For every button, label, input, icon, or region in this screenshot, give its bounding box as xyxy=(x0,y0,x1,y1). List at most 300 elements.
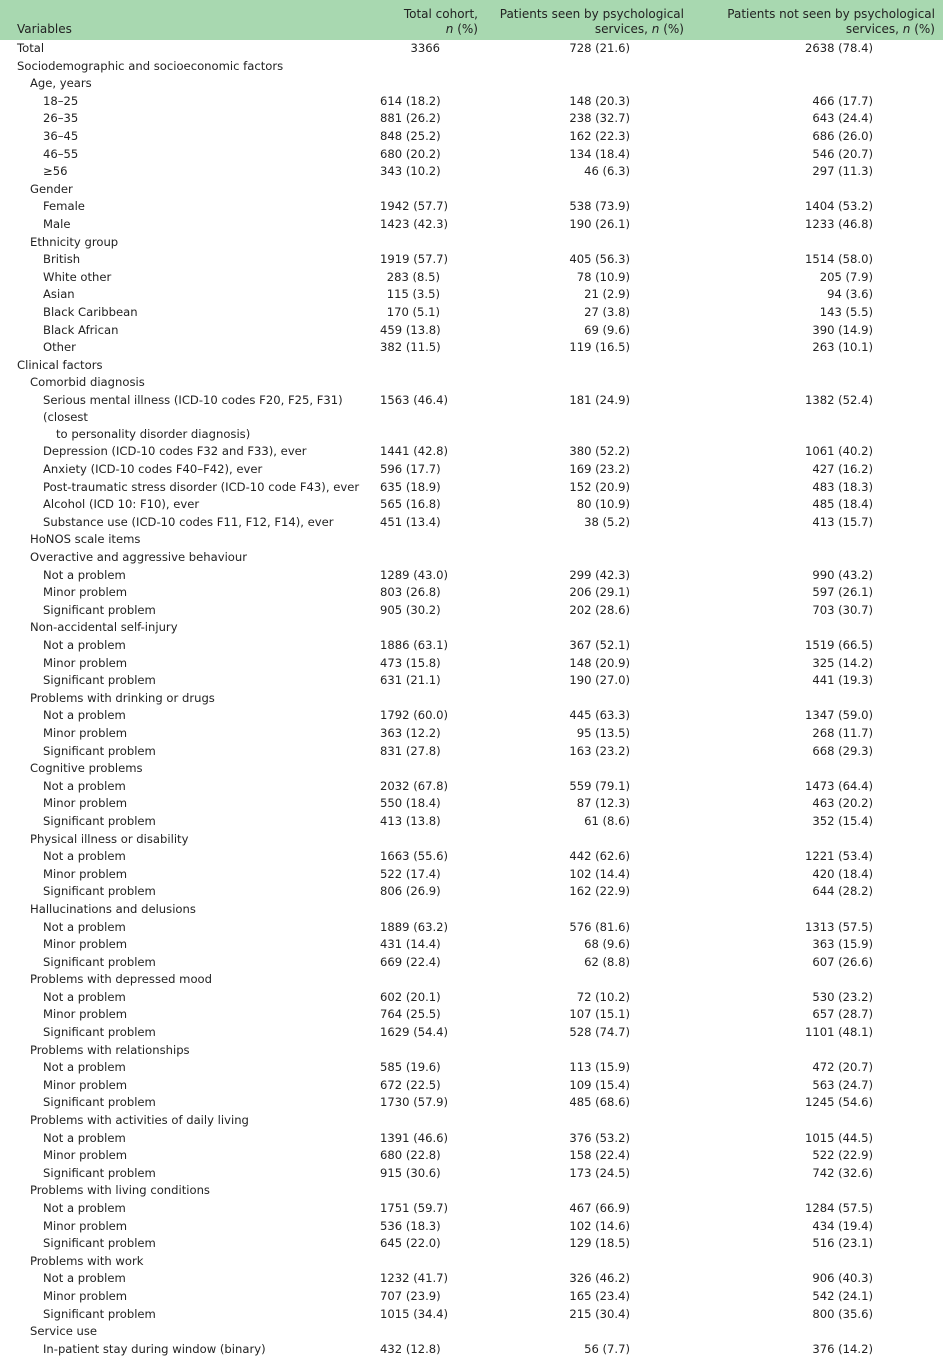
cell-not-seen: 703 (30.7) xyxy=(812,602,873,617)
row-label xyxy=(0,655,380,673)
cell-not-seen: 268 (11.7) xyxy=(812,725,873,740)
cell-total-cohort: 550 (18.4) xyxy=(380,796,441,811)
table-row xyxy=(0,339,943,357)
cell-total-cohort: 831 (27.8) xyxy=(380,743,441,758)
row-values xyxy=(380,496,943,514)
cell-not-seen: 1514 (58.0) xyxy=(804,252,873,267)
cell-not-seen: 800 (35.6) xyxy=(812,1306,873,1321)
cell-not-seen: 205 (7.9) xyxy=(819,269,873,284)
table-row xyxy=(0,58,943,76)
cell-not-seen: 643 (24.4) xyxy=(812,111,873,126)
cell-total-cohort: 363 (12.2) xyxy=(380,725,441,740)
row-label xyxy=(0,725,380,743)
row-values xyxy=(380,304,943,322)
row-label-text: Significant problem xyxy=(43,954,156,969)
row-label-text: Not a problem xyxy=(43,638,126,653)
row-values xyxy=(380,725,943,743)
cell-total-cohort: 672 (22.5) xyxy=(380,1077,441,1092)
row-label xyxy=(0,743,380,761)
row-label xyxy=(0,181,380,199)
row-label-text: Not a problem xyxy=(43,778,126,793)
cell-not-seen: 434 (19.4) xyxy=(812,1218,873,1233)
table-row xyxy=(0,1077,943,1095)
row-label xyxy=(0,216,380,234)
table-row xyxy=(0,479,943,497)
cell-total-cohort: 848 (25.2) xyxy=(380,128,441,143)
cell-total-cohort: 1289 (43.0) xyxy=(380,567,449,582)
row-label xyxy=(0,234,380,252)
table-row xyxy=(0,1042,943,1060)
cell-seen: 134 (18.4) xyxy=(569,146,630,161)
row-values xyxy=(380,848,943,866)
row-values xyxy=(380,392,943,444)
row-label-text: Total xyxy=(17,41,45,55)
cell-not-seen: 516 (23.1) xyxy=(812,1236,873,1251)
row-label-text: British xyxy=(43,252,81,267)
cell-total-cohort: 536 (18.3) xyxy=(380,1218,441,1233)
row-label xyxy=(0,374,380,392)
row-values xyxy=(380,866,943,884)
cell-not-seen: 363 (15.9) xyxy=(812,937,873,952)
row-values xyxy=(380,971,943,989)
row-label-text: Comorbid diagnosis xyxy=(30,375,145,390)
cell-seen: 129 (18.5) xyxy=(569,1236,630,1251)
cell-seen: 728 (21.6) xyxy=(569,41,630,55)
table-row xyxy=(0,778,943,796)
row-label xyxy=(0,1341,380,1358)
cell-total-cohort: 915 (30.6) xyxy=(380,1165,441,1180)
cell-total-cohort: 680 (20.2) xyxy=(380,146,441,161)
row-label-text: 18–25 xyxy=(43,93,79,108)
cell-not-seen: 413 (15.7) xyxy=(812,514,873,529)
cell-seen: 21 (2.9) xyxy=(584,287,630,302)
cell-not-seen: 297 (11.3) xyxy=(812,164,873,179)
row-label-text: Not a problem xyxy=(43,989,126,1004)
cell-seen: 162 (22.3) xyxy=(569,128,630,143)
row-label xyxy=(0,1182,380,1200)
table-row xyxy=(0,866,943,884)
table-row xyxy=(0,1306,943,1324)
table-row xyxy=(0,989,943,1007)
row-label-text: Problems with activities of daily living xyxy=(30,1113,249,1128)
cell-not-seen: 263 (10.1) xyxy=(812,340,873,355)
cell-total-cohort: 1391 (46.6) xyxy=(380,1130,449,1145)
cell-total-cohort: 343 (10.2) xyxy=(380,164,441,179)
row-label-text: Problems with relationships xyxy=(30,1042,190,1057)
table-row xyxy=(0,269,943,287)
row-values xyxy=(380,795,943,813)
row-values xyxy=(380,93,943,111)
table-row xyxy=(0,672,943,690)
row-label xyxy=(0,637,380,655)
row-label-continuation: to personality disorder diagnosis) xyxy=(56,427,251,442)
header-seen-line1: Patients seen by psychological xyxy=(499,7,684,21)
row-label xyxy=(0,760,380,778)
row-label xyxy=(0,269,380,287)
row-label xyxy=(0,919,380,937)
cell-not-seen: 563 (24.7) xyxy=(812,1077,873,1092)
row-label-text: Serious mental illness (ICD-10 codes F20, F25, F31) (closest xyxy=(43,392,343,425)
row-values xyxy=(380,443,943,461)
row-values xyxy=(380,198,943,216)
table-row xyxy=(0,374,943,392)
cell-not-seen: 1101 (48.1) xyxy=(804,1025,873,1040)
row-label-text: 46–55 xyxy=(43,146,79,161)
row-values xyxy=(380,1323,943,1341)
table-row xyxy=(0,1182,943,1200)
row-label xyxy=(0,514,380,532)
row-label-text: Asian xyxy=(43,287,75,302)
cell-seen: 538 (73.9) xyxy=(569,199,630,214)
cell-seen: 528 (74.7) xyxy=(569,1025,630,1040)
row-values xyxy=(380,1270,943,1288)
cell-total-cohort: 2032 (67.8) xyxy=(380,778,449,793)
table-row xyxy=(0,1147,943,1165)
row-label-text: Service use xyxy=(30,1324,98,1339)
row-label xyxy=(0,1165,380,1183)
row-label-text: Post-traumatic stress disorder (ICD-10 code F43), ever xyxy=(43,479,360,494)
header-not-seen-line1: Patients not seen by psychological xyxy=(727,7,935,21)
cell-total-cohort: 1015 (34.4) xyxy=(380,1306,449,1321)
header-not-seen-pct: (%) xyxy=(910,22,935,36)
cell-seen: 576 (81.6) xyxy=(569,919,630,934)
table-header xyxy=(0,0,943,40)
table-row xyxy=(0,1130,943,1148)
cell-not-seen: 1015 (44.5) xyxy=(804,1130,873,1145)
table-row xyxy=(0,655,943,673)
row-label xyxy=(0,1024,380,1042)
row-label-text: Cognitive problems xyxy=(30,761,143,776)
cell-total-cohort: 431 (14.4) xyxy=(380,937,441,952)
cell-seen: 202 (28.6) xyxy=(569,602,630,617)
row-label-text: Significant problem xyxy=(43,1306,156,1321)
cell-total-cohort: 669 (22.4) xyxy=(380,954,441,969)
cell-total-cohort: 413 (13.8) xyxy=(380,813,441,828)
row-values xyxy=(380,989,943,1007)
table-row xyxy=(0,602,943,620)
row-label xyxy=(0,883,380,901)
table-row xyxy=(0,1024,943,1042)
cell-total-cohort: 382 (11.5) xyxy=(380,340,441,355)
row-label xyxy=(0,479,380,497)
table-row xyxy=(0,357,943,375)
row-values xyxy=(380,75,943,93)
row-values xyxy=(380,181,943,199)
row-label xyxy=(0,954,380,972)
cell-seen: 152 (20.9) xyxy=(569,479,630,494)
cell-seen: 95 (13.5) xyxy=(576,725,630,740)
cell-seen: 367 (52.1) xyxy=(569,638,630,653)
cell-not-seen: 530 (23.2) xyxy=(812,989,873,1004)
row-values xyxy=(380,1306,943,1324)
row-label-text: Not a problem xyxy=(43,919,126,934)
row-label-text: Depression (ICD-10 codes F32 and F33), ever xyxy=(43,444,307,459)
row-label xyxy=(0,936,380,954)
table-row xyxy=(0,1112,943,1130)
row-values xyxy=(380,760,943,778)
row-label xyxy=(0,496,380,514)
row-values xyxy=(380,954,943,972)
row-label-text: Not a problem xyxy=(43,1060,126,1075)
cell-total-cohort: 432 (12.8) xyxy=(380,1341,441,1356)
row-values xyxy=(380,1165,943,1183)
cell-total-cohort: 631 (21.1) xyxy=(380,673,441,688)
row-values xyxy=(380,743,943,761)
table-row xyxy=(0,1323,943,1341)
row-label-text: Physical illness or disability xyxy=(30,831,189,846)
row-values xyxy=(380,251,943,269)
row-label-text: White other xyxy=(43,269,112,284)
row-label-text: Problems with drinking or drugs xyxy=(30,690,215,705)
row-values xyxy=(380,1182,943,1200)
cell-seen: 380 (52.2) xyxy=(569,444,630,459)
row-values xyxy=(380,919,943,937)
row-label xyxy=(0,286,380,304)
table-body xyxy=(0,40,943,1358)
row-values xyxy=(380,461,943,479)
row-values xyxy=(380,1130,943,1148)
row-label-text: Significant problem xyxy=(43,673,156,688)
cell-not-seen: 522 (22.9) xyxy=(812,1148,873,1163)
cell-not-seen: 1245 (54.6) xyxy=(804,1095,873,1110)
row-values xyxy=(380,1094,943,1112)
row-label xyxy=(0,1042,380,1060)
cell-total-cohort: 1751 (59.7) xyxy=(380,1201,449,1216)
row-label xyxy=(0,251,380,269)
table-row xyxy=(0,901,943,919)
row-values xyxy=(380,322,943,340)
cell-not-seen: 906 (40.3) xyxy=(812,1271,873,1286)
cell-not-seen: 352 (15.4) xyxy=(812,813,873,828)
table-row xyxy=(0,1006,943,1024)
row-values xyxy=(380,584,943,602)
table-row xyxy=(0,40,943,58)
row-label-text: Black African xyxy=(43,322,119,337)
cell-not-seen: 546 (20.7) xyxy=(812,146,873,161)
row-values xyxy=(380,1147,943,1165)
cell-seen: 109 (15.4) xyxy=(569,1077,630,1092)
row-label xyxy=(0,848,380,866)
cell-seen: 68 (9.6) xyxy=(584,937,630,952)
row-label-text: HoNOS scale items xyxy=(30,532,141,547)
table-row xyxy=(0,531,943,549)
row-label xyxy=(0,128,380,146)
table-row xyxy=(0,1235,943,1253)
row-label xyxy=(0,813,380,831)
cell-not-seen: 1382 (52.4) xyxy=(804,392,873,407)
cell-total-cohort: 283 (8.5) xyxy=(386,269,440,284)
cell-not-seen: 657 (28.7) xyxy=(812,1007,873,1022)
row-label-text: Age, years xyxy=(30,76,92,91)
row-label-text: Minor problem xyxy=(43,725,128,740)
header-not-seen-prefix: services, xyxy=(845,22,903,36)
row-label xyxy=(0,1094,380,1112)
cell-not-seen: 420 (18.4) xyxy=(812,866,873,881)
cell-not-seen: 607 (26.6) xyxy=(812,954,873,969)
cell-not-seen: 686 (26.0) xyxy=(812,128,873,143)
table-row xyxy=(0,936,943,954)
row-label xyxy=(0,1006,380,1024)
cell-seen: 190 (26.1) xyxy=(569,216,630,231)
row-values xyxy=(380,1235,943,1253)
row-label xyxy=(0,971,380,989)
row-values xyxy=(380,672,943,690)
row-label xyxy=(0,707,380,725)
row-label xyxy=(0,1112,380,1130)
table-row xyxy=(0,795,943,813)
table-row xyxy=(0,1270,943,1288)
row-label-text: Not a problem xyxy=(43,1201,126,1216)
row-label-text: Significant problem xyxy=(43,743,156,758)
row-label-text: 26–35 xyxy=(43,111,79,126)
cell-seen: 69 (9.6) xyxy=(584,322,630,337)
row-label-text: Minor problem xyxy=(43,1148,128,1163)
header-total-cohort-n: n xyxy=(445,22,454,36)
row-label-text: Significant problem xyxy=(43,1165,156,1180)
cell-total-cohort: 585 (19.6) xyxy=(380,1060,441,1075)
row-label xyxy=(0,531,380,549)
table-row xyxy=(0,1341,943,1358)
row-values xyxy=(380,1218,943,1236)
cell-total-cohort: 764 (25.5) xyxy=(380,1007,441,1022)
cell-total-cohort: 680 (22.8) xyxy=(380,1148,441,1163)
row-values xyxy=(380,901,943,919)
cell-not-seen: 94 (3.6) xyxy=(827,287,873,302)
cell-not-seen: 597 (26.1) xyxy=(812,585,873,600)
table-row xyxy=(0,304,943,322)
cell-not-seen: 1473 (64.4) xyxy=(804,778,873,793)
row-label xyxy=(0,163,380,181)
cell-total-cohort: 170 (5.1) xyxy=(386,304,440,319)
cell-seen: 46 (6.3) xyxy=(584,164,630,179)
row-label xyxy=(0,567,380,585)
cell-total-cohort: 565 (16.8) xyxy=(380,497,441,512)
row-label xyxy=(0,146,380,164)
row-label xyxy=(0,989,380,1007)
row-values xyxy=(380,1077,943,1095)
cell-total-cohort: 1942 (57.7) xyxy=(380,199,449,214)
cell-total-cohort: 707 (23.9) xyxy=(380,1288,441,1303)
row-label-text: Minor problem xyxy=(43,1218,128,1233)
row-label xyxy=(0,1218,380,1236)
row-label-text: Problems with depressed mood xyxy=(30,972,213,987)
header-variables xyxy=(0,0,380,40)
table-row xyxy=(0,251,943,269)
cell-total-cohort: 451 (13.4) xyxy=(380,514,441,529)
cell-total-cohort: 905 (30.2) xyxy=(380,602,441,617)
row-values xyxy=(380,269,943,287)
row-values xyxy=(380,1024,943,1042)
row-values xyxy=(380,286,943,304)
cell-seen: 376 (53.2) xyxy=(569,1130,630,1145)
row-label xyxy=(0,392,380,444)
row-label-text: Not a problem xyxy=(43,849,126,864)
cell-seen: 559 (79.1) xyxy=(569,778,630,793)
row-label-text: Significant problem xyxy=(43,1236,156,1251)
row-label-text: Significant problem xyxy=(43,1025,156,1040)
row-label-text: Minor problem xyxy=(43,585,128,600)
cell-not-seen: 990 (43.2) xyxy=(812,567,873,582)
table-row xyxy=(0,971,943,989)
row-label-text: Minor problem xyxy=(43,866,128,881)
row-label-text: Black Caribbean xyxy=(43,304,138,319)
row-label xyxy=(0,901,380,919)
cell-not-seen: 143 (5.5) xyxy=(819,304,873,319)
table-row xyxy=(0,1218,943,1236)
cell-seen: 80 (10.9) xyxy=(576,497,630,512)
table-row xyxy=(0,743,943,761)
cell-not-seen: 668 (29.3) xyxy=(812,743,873,758)
row-label xyxy=(0,357,380,375)
table-row xyxy=(0,813,943,831)
table-row xyxy=(0,216,943,234)
cell-seen: 162 (22.9) xyxy=(569,884,630,899)
cell-total-cohort: 1423 (42.3) xyxy=(380,216,449,231)
cell-seen: 173 (24.5) xyxy=(569,1165,630,1180)
cell-not-seen: 441 (19.3) xyxy=(812,673,873,688)
row-values xyxy=(380,531,943,549)
row-label-text: Overactive and aggressive behaviour xyxy=(30,550,247,565)
cell-total-cohort: 881 (26.2) xyxy=(380,111,441,126)
cell-total-cohort: 635 (18.9) xyxy=(380,479,441,494)
cell-seen: 102 (14.4) xyxy=(569,866,630,881)
row-label-text: Ethnicity group xyxy=(30,234,119,249)
row-values xyxy=(380,567,943,585)
cell-seen: 405 (56.3) xyxy=(569,252,630,267)
header-seen xyxy=(478,0,684,40)
cell-not-seen: 390 (14.9) xyxy=(812,322,873,337)
row-values xyxy=(380,128,943,146)
row-label-text: ≥56 xyxy=(43,164,68,179)
cell-not-seen: 1313 (57.5) xyxy=(804,919,873,934)
cell-total-cohort: 1629 (54.4) xyxy=(380,1025,449,1040)
table-row xyxy=(0,93,943,111)
cell-seen: 445 (63.3) xyxy=(569,708,630,723)
cell-total-cohort: 596 (17.7) xyxy=(380,462,441,477)
cell-seen: 107 (15.1) xyxy=(569,1007,630,1022)
table-row xyxy=(0,584,943,602)
row-label xyxy=(0,778,380,796)
row-values xyxy=(380,655,943,673)
row-label-text: Not a problem xyxy=(43,567,126,582)
cell-total-cohort: 602 (20.1) xyxy=(380,989,441,1004)
row-label xyxy=(0,672,380,690)
table-row xyxy=(0,181,943,199)
cell-not-seen: 1519 (66.5) xyxy=(804,638,873,653)
row-label xyxy=(0,1323,380,1341)
row-label-text: Gender xyxy=(30,181,73,196)
cell-seen: 78 (10.9) xyxy=(576,269,630,284)
table-row xyxy=(0,883,943,901)
row-label xyxy=(0,1235,380,1253)
cell-not-seen: 472 (20.7) xyxy=(812,1060,873,1075)
row-values xyxy=(380,216,943,234)
cell-not-seen: 1404 (53.2) xyxy=(804,199,873,214)
table-row xyxy=(0,128,943,146)
cell-seen: 442 (62.6) xyxy=(569,849,630,864)
table-row xyxy=(0,690,943,708)
cell-seen: 72 (10.2) xyxy=(576,989,630,1004)
row-label xyxy=(0,1147,380,1165)
cell-total-cohort: 522 (17.4) xyxy=(380,866,441,881)
table-row xyxy=(0,1094,943,1112)
row-label-text: Female xyxy=(43,199,85,214)
row-values xyxy=(380,1112,943,1130)
table-row xyxy=(0,1253,943,1271)
row-values xyxy=(380,637,943,655)
cell-not-seen: 485 (18.4) xyxy=(812,497,873,512)
table-row xyxy=(0,392,943,444)
